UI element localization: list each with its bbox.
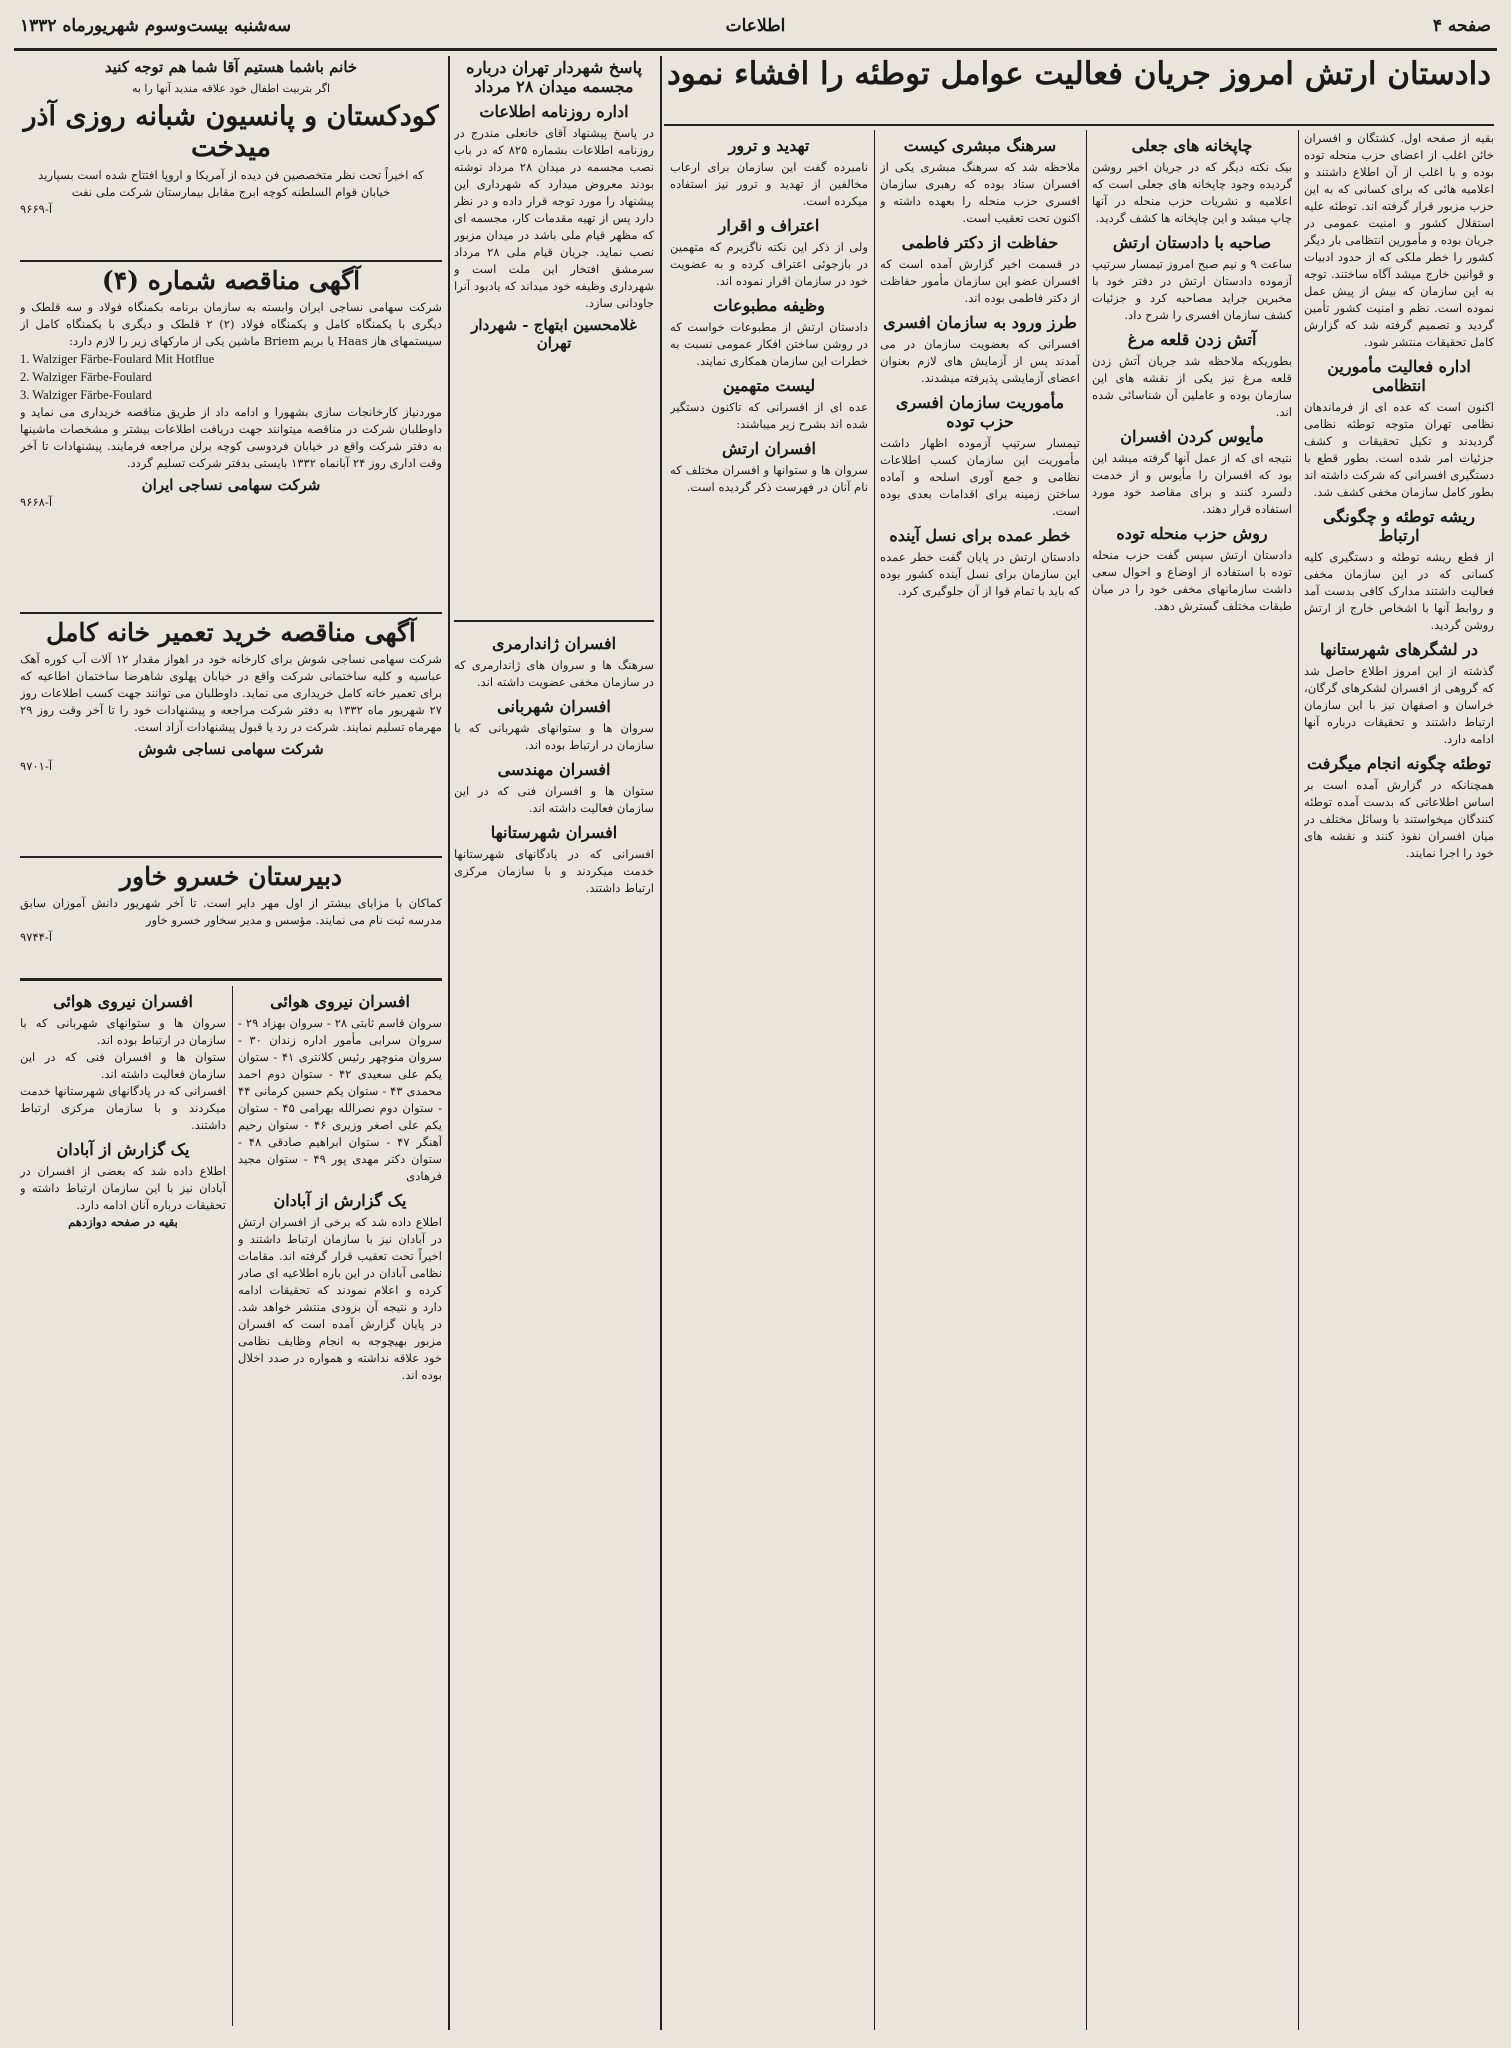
names-list: سروان قاسم ثابتی ۲۸ - سروان بهزاد ۲۹ - سروان سرابی مأمور اداره زندان ۳۰ - سروان منوچهر رئیس کلانتری ۴۱ - ستوان یکم علی سعیدی ۴۲ - ستوان دوم احمد محمدی ۴۳ - ستوان یکم حسین کرمانی ۴۴ - ستوان دوم نصرالله بهرامی ۴۵ - ستوان یکم علی اصغر وزیری ۴۶ - ستوان رحیم آهنگر ۴۷ - ستوان ابراهیم صادقی ۴۸ - ستوان دکتر مهدی پور ۴۹ - ستوان مجید فرهادی [238,1016,442,1183]
mayor-article-subtitle: اداره روزنامه اطلاعات [479,102,629,121]
column-divider [1298,130,1299,2030]
section-heading: افسران ارتش [722,439,816,458]
section-heading: افسران ژاندارمری [491,634,617,653]
newspaper-name: اطلاعات [725,16,786,36]
section-heading: مأموریت سازمان افسری حزب توده [895,393,1065,431]
mayor-signature: غلامحسین ابتهاج - شهردار تهران [471,316,637,352]
article-column-1 [1304,130,1494,2030]
tender-4-ad [20,260,442,610]
section-text: تیمسار سرتیپ آزموده اظهار داشت مأموریت این سازمان کسب اطلاعات نظامی و جمع آوری اسلحه و آماده ساختن زمینه برای اقدامات بعدی بوده است. [880,436,1080,518]
continued-note: بقیه در صفحه دوازدهم [68,1215,178,1229]
section-heading: اداره فعالیت مأمورین انتظامی [1327,357,1471,395]
section-text: افسرانی که بعضویت سازمان در می آمدند پس از آزمایش های لازم بعنوان اعضای آزمایشی پذیرفته میشدند. [880,337,1080,385]
ad-code: آ-۹۶۶۹ [20,202,53,216]
tender-4-intro: شرکت سهامی نساجی ایران وابسته به سازمان برنامه بکمنگاه فولاد و سه قلطک و دیگری با یکمنگاه کامل و یکمنگاه فولاد (۲) ۲ قلطک و دیگری با یکمنگاه کامل از سیستمهای هاز Haas یا بریم Briem ماشین یکی از مارکهای زیر را لازم دارد: [20,300,442,348]
section-heading: یک گزارش از آبادان [273,1191,407,1210]
title-rule [664,124,1494,126]
ad-code: آ-۹۷۴۴ [20,930,53,944]
house-tender-signature: شرکت سهامی نساجی شوش [138,740,324,758]
column-divider [448,56,450,2030]
section-text: ساعت ۹ و نیم صبح امروز تیمسار سرتیپ آزموده دادستان ارتش در دفتر خود با مخبرین جراید مصاحبه کرد و جزئیات کشف سازمان افسری را شرح داد. [1092,257,1292,322]
section-heading: وظیفه مطبوعات [713,296,825,315]
section-text: اکنون است که عده ای از فرماندهان نظامی تهران متوجه توطئه نظامی گردیدند و تکیل تحقیقات و کشف جزئیات امر شده است. بطور قطع با دستگیری افسرانی که شرکت داشته اند بطور کامل سازمان مخفی کشف شد. [1304,400,1494,499]
column-divider [232,986,233,2026]
page-header [14,10,1497,48]
section-heading: ریشه توطئه و چگونگی ارتباط [1323,507,1475,545]
section-text: ملاحظه شد که سرهنگ مبشری یکی از افسران ستاد بوده که رهبری سازمان افسری حزب منحله را بعهده داشته و اکنون تحت تعقیب است. [880,160,1080,225]
names-list: ستوان ها و افسران فنی که در این سازمان فعالیت داشته اند. [20,1050,226,1081]
school-ad [20,856,442,976]
article-column-4 [670,130,868,2030]
section-heading: خطر عمده برای نسل آینده [889,526,1071,545]
section-heading: چاپخانه های جعلی [1131,136,1253,155]
section-heading: لیست متهمین [722,376,816,395]
tender-4-signature: شرکت سهامی نساجی ایران [141,476,321,494]
section-text: ستوان ها و افسران فنی که در این سازمان فعالیت داشته اند. [454,784,654,815]
section-text: در قسمت اخیر گزارش آمده است که افسران عضو این سازمان مأمور حفاظت از دکتر فاطمی بوده اند. [880,257,1080,305]
section-text: افسرانی که در پادگانهای شهرستانها خدمت میکردند و با سازمان مرکزی ارتباط داشتند. [454,847,654,895]
mayor-article-title: پاسخ شهردار تهران درباره مجسمه میدان ۲۸ مرداد [466,58,642,96]
main-article-title: داد‌ستان ارتش امروز جریان فعالیت عوامل توطئه را افشاء نمود [666,56,1491,92]
school-title: دبیرستان خسرو خاور [119,862,343,891]
page-number: صفحه ۴ [1432,16,1491,36]
issue-date: سه‌شنبه بیست‌وسوم شهریورماه ۱۳۳۲ [20,16,292,36]
section-heading: صاحبه با دادستان ارتش [1112,233,1272,252]
section-heading: مأیوس کردن افسران [1120,427,1264,446]
section-heading: روش حزب منحله توده [1116,524,1268,543]
section-heading: افسران شهرستانها [490,823,618,842]
section-text: سروان ها و ستوانهای شهربانی که با سازمان در ارتباط بوده اند. [454,721,654,752]
tender-4-item: 1. Walziger Färbe-Foulard Mit Hotflue [20,352,215,366]
section-heading: توطئه چگونه انجام میگرفت [1306,754,1492,773]
section-text: سرهنگ ها و سروان های ژاندارمری که در سازمان مخفی عضویت داشته اند. [454,658,654,689]
section-heading: طرز ورود به سازمان افسری [883,313,1077,332]
mayor-article-body: در پاسخ پیشنهاد آقای خانعلی مندرج در روزنامه اطلاعات بشماره ۸۲۵ که در باب نصب مجسمه در میدان ۲۸ مرداد نوشته بودند معروض میدارد که شهرداری این پیشنهاد را مورد توجه قرار داده و در نظر دارد پس از تهیه مقدمات کار، مجسمه ای که مظهر قیام ملی باشد در میدان مزبور نصب نماید. جریان قیام ملی ۲۸ مرداد سرمشق افتخار این ملت است و شهرداری وظیفه خود میداند که یادبود آنرا جاودانی سازد. [454,126,654,310]
section-text: از قطع ریشه توطئه و دستگیری کلیه کسانی که در این سازمان مخفی فعالیت داشتند مدارک کافی بدست آمد و روابط آنها با اشخاص خارج از ارتش روشن گردید. [1304,550,1494,632]
section-heading: افسران نیروی هوائی [53,992,193,1011]
section-heading: یک گزارش از آبادان [56,1140,190,1159]
section-heading: اعتراف و اقرار [718,216,820,235]
section-text: دادستان ارتش از مطبوعات خواست که در روشن ساختن افکار عمومی نسبت به خطرات این سازمان همکاری نمایند. [670,320,868,368]
section-text: ولی از ذکر این نکته ناگزیرم که متهمین در بازجوئی اعتراف کرده و به عضویت خود در سازمان اقرار نموده اند. [670,240,868,288]
section-rule [454,620,654,622]
kindergarten-tagline: خانم باشما هستیم آقا شما هم توجه کنید [104,58,358,76]
house-tender-ad [20,612,442,854]
abadan-text: اطلاع داده شد که برخی از افسران ارتش در آبادان نیز با سازمان ارتباط داشتند و اخیراً تحت تعقیب قرار گرفته اند. مقامات نظامی آبادان در این باره اطلاعیه ای صادر کرده و اعلام نمودند که تحقیقات ادامه دارد و نتیجه آن بزودی منتشر خواهد شد. در پایان گزارش آمده است که افسران مزبور بهیچوجه به انجام وظایف نظامی خود علاقه نداشته و همواره در صدد اخلال بوده اند. [238,1215,442,1382]
article-column-2 [1092,130,1292,2030]
tender-4-item: 2. Walziger Färbe-Foulard [20,370,152,384]
tender-4-item: 3. Walziger Färbe-Foulard [20,388,152,402]
article-column-3 [880,130,1080,2030]
ad-code: آ-۹۶۶۸ [20,495,53,509]
tender-4-title: آگهی مناقصه شماره (۴) [101,266,361,295]
section-heading: افسران مهندسی [497,760,611,779]
kindergarten-body: که اخیراً تحت نظر متخصصین فن دیده از آمریکا و اروپا افتتاح شده است بسپارید [38,168,424,182]
names-column-right [238,986,442,2026]
abadan-text: اطلاع داده شد که بعضی از افسران در آبادان نیز با این سازمان ارتباط داشته و تحقیقات درباره آنان ادامه دارد. [20,1164,226,1212]
names-column-left [20,986,226,2026]
names-list: سروان ها و ستوانهای شهربانی که با سازمان در ارتباط بوده اند. [20,1016,226,1047]
article-body: بقیه از صفحه اول. کشتگان و افسران خائن اغلب از اعضای حزب منحله توده بوده و با اغلب از آن اطلاع داشتند و اعلامیه هائی که برای کسانی که به این حزب مزبور قرار گرفته اند. توطئه علیه استقلال کشور و امنیت عمومی در جریان بوده و مأمورین انتظامی بار دیگر کشور را خطر ملکی که از حدود ادبیات و قوانین خارج میشد آگاه ساختند. توجه به این سازمان که بیش از پیش عمل نموده است. نظم و امنیت کشور تأمین گردید و تصمیم گرفته شد که گزارش کامل تحقیقات منتشر شود. [1304,131,1494,349]
section-text: دادستان ارتش در پایان گفت خطر عمده این سازمان برای نسل آینده کشور بوده که باید با تمام قوا از آن جلوگیری کرد. [880,550,1080,598]
section-text: نامبرده گفت این سازمان برای ارعاب مخالفین از تهدید و ترور نیز استفاده میکرده است. [670,160,868,208]
header-rule [14,48,1497,51]
mayor-article [454,56,654,616]
school-body: کماکان با مزایای بیشتر از اول مهر دایر است. تا آخر شهریور دانش آموزان سابق مدرسه ثبت نام می نمایند. مؤسس و مدیر سخاور خسرو خاور [20,896,442,927]
section-text: سروان ها و ستوانها و افسران مختلف که نام آنان در فهرست ذکر گردیده است. [670,463,868,494]
section-heading: حفاظت از دکتر فاطمی [901,233,1059,252]
kindergarten-ad [20,56,442,256]
column-divider [1086,130,1087,2030]
tender-4-body: موردنیاز کارخانجات سازی بشهورا و ادامه داد از طریق مناقصه خریداری می نماید و داوطلبان شرکت در مناقصه میتوانند جهت دریافت اطلاعات بیشتر و مشخصات ماشینها به دفتر شرکت واقع در خیابان فردوسی کوچه برلن مراجعه فرمایند. پیشنهادات تا آخر وقت اداری روز ۲۴ آبانماه ۱۳۳۲ بایستی بدفتر شرکت تسلیم گردد. [20,405,442,470]
newspaper-page [14,10,1497,2038]
section-heading: در لشگرهای شهرستانها [1319,640,1479,659]
column-divider [660,56,662,2030]
section-rule [20,978,442,981]
section-text: دادستان ارتش سپس گفت حزب منحله توده با استفاده از اوضاع و احوال سعی داشت سازمانهای مخفی خود را در میان طبقات مختلف گسترش دهد. [1092,548,1292,613]
officers-list-column [454,628,654,2028]
kindergarten-tagline-2: اگر بتربیت اطفال خود علاقه مندید آنها را به [131,82,331,95]
kindergarten-title: کودکستان و پانسیون شبانه روزی آذر میدخت [23,101,439,163]
section-heading: سرهنگ مبشری کیست [903,136,1057,155]
ad-code: آ-۹۷۰۱ [20,759,53,773]
house-tender-body: شرکت سهامی نساجی شوش برای کارخانه خود در اهواز مقدار ۱۲ آلات آب کوره آهک عباسیه و کلیه ساختمانی شرکت واقع در خیابان پهلوی شاهرضا ساختمان اطاعیه که برای تعمیر خانه کامل خریداری می نماید. داوطلبان می توانند جهت کسب اطلاعات روز ۲۷ شهریور ماه ۱۳۳۲ به دفتر شرکت مراجعه و پیشنهادات خود را تا آخر وقت روز ۲۹ مهرماه تسلیم نمایند. شرکت در رد یا قبول پیشنهادات آزاد است. [20,652,442,734]
section-text: گذشته از این امروز اطلاع حاصل شد که گروهی از افسران لشکرهای گرگان، خراسان و اصفهان نیز با این سازمان ارتباط داشتند و تحقیقات درباره آنها ادامه دارد. [1304,664,1494,746]
main-article-title-box [664,56,1494,122]
column-divider [874,130,875,2030]
kindergarten-address: خیابان قوام السلطنه کوچه ابرج مقابل بیمارستان شرکت ملی نفت [71,185,391,199]
section-heading: افسران شهربانی [497,697,611,716]
house-tender-title: آگهی مناقصه خرید تعمیر خانه کامل [46,618,416,647]
section-text: عده ای از افسرانی که تاکنون دستگیر شده اند بشرح زیر میباشند: [670,400,868,431]
section-text: نتیجه ای که از عمل آنها گرفته میشد این بود که افسران را مأیوس و از خدمت دلسرد کنند و برای مقاصد خود مورد استفاده قرار دهند. [1092,451,1292,516]
section-text: بیک نکته دیگر که در جریان اخیر روشن گردیده وجود چاپخانه های جعلی است که اعلامیه و نشریات حزب منحله در آنها چاپ میشد و این چاپخانه ها کشف گردید. [1092,160,1292,225]
section-heading: آتش زدن قلعه مرغ [1127,330,1257,349]
section-text: بطوریکه ملاحظه شد جریان آتش زدن قلعه مرغ نیز یکی از نقشه های این سازمان بوده و عاملین آن شناسائی شده اند. [1092,354,1292,419]
names-list: افسرانی که در پادگانهای شهرستانها خدمت میکردند و با سازمان مرکزی ارتباط داشتند. [20,1084,226,1132]
section-heading: تهدید و ترور [728,136,810,155]
section-heading: افسران نیروی هوائی [270,992,410,1011]
section-text: همچنانکه در گزارش آمده است بر اساس اطلاعاتی که بدست آمده توطئه کنندگان میخواستند با وسائل مختلف در میان افسران نفوذ کنند و نقشه های خود را اجرا نمایند. [1304,778,1494,860]
